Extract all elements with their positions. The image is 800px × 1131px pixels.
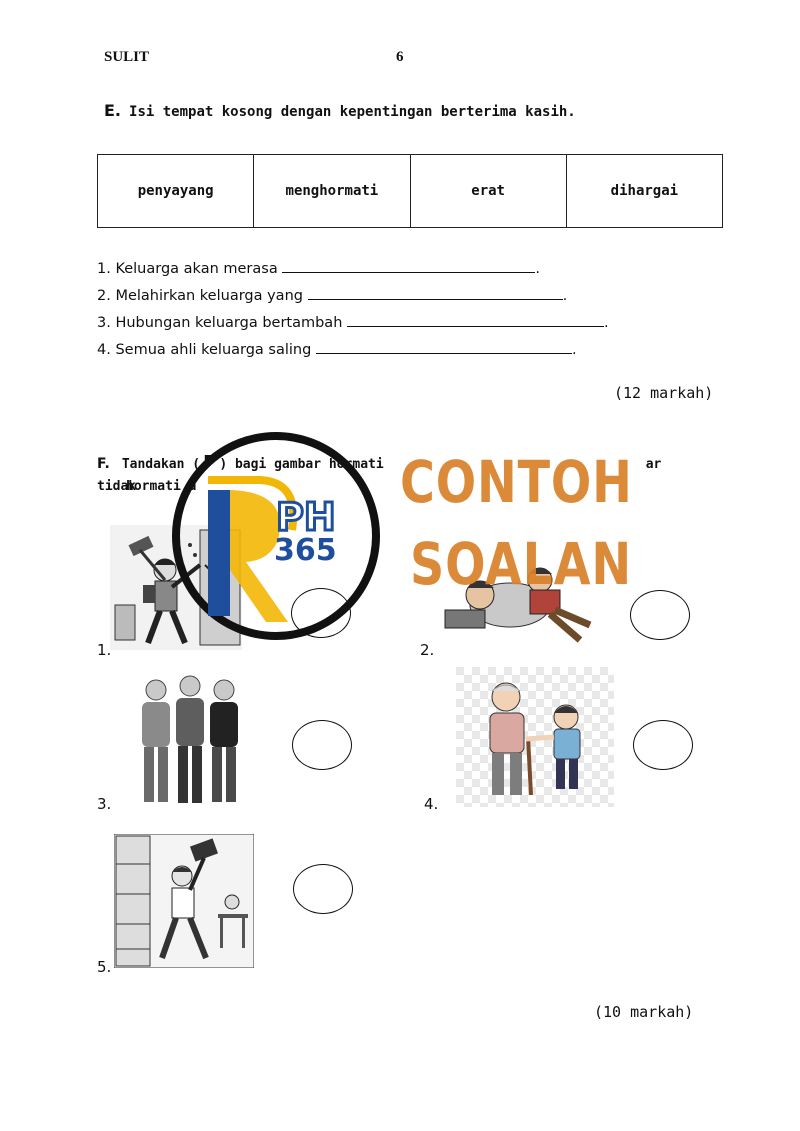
question-end: . <box>604 315 609 331</box>
answer-circle-2[interactable] <box>630 590 690 640</box>
answer-blank[interactable] <box>347 312 604 327</box>
answer-blank[interactable] <box>316 339 572 354</box>
word-bank-table <box>97 154 723 228</box>
section-e-heading <box>104 101 576 120</box>
section-f-letter: F. <box>97 456 110 472</box>
section-f-marks: (10 markah) <box>594 1003 694 1021</box>
picture-3 <box>128 672 256 808</box>
section-e-letter: E. <box>104 101 122 120</box>
item-number-3: 3. <box>97 795 112 813</box>
picture-5 <box>114 834 254 968</box>
section-e-marks: (12 markah) <box>614 384 714 402</box>
question-text: 2. Melahirkan keluarga yang <box>97 288 308 304</box>
boy-throwing-books-in-library <box>114 834 254 968</box>
question-text: 3. Hubungan keluarga bertambah <box>97 315 347 331</box>
question-end: . <box>571 342 577 358</box>
logo-text-365: 365 <box>274 533 337 568</box>
question-end: . <box>535 261 540 277</box>
word-bank-item: menghormati <box>254 155 410 228</box>
boy-helping-grandfather-with-cane <box>456 667 614 807</box>
section-f-instruction-a: Tandakan ( <box>121 457 201 472</box>
tick-symbol: P <box>203 452 217 473</box>
rph365-watermark-logo <box>170 430 382 642</box>
stamp-contoh: CONTOH <box>400 448 633 516</box>
question-line-4 <box>97 339 577 358</box>
page-number: 6 <box>396 49 404 65</box>
question-text: 4. Semua ahli keluarga saling <box>97 342 316 358</box>
rph365-logo-icon <box>170 430 382 642</box>
section-e-instruction: Isi tempat kosong dengan kepentingan berterima kasih. <box>129 104 576 120</box>
item-number-1: 1. <box>97 641 112 659</box>
stamp-soalan: SOALAN <box>410 530 633 598</box>
word-bank-item: dihargai <box>566 155 722 228</box>
word-bank-item: penyayang <box>98 155 254 228</box>
answer-circle-5[interactable] <box>293 864 353 914</box>
section-f-instruction-b: ) bagi gambar hormati <box>219 457 384 472</box>
answer-circle-4[interactable] <box>633 720 693 770</box>
answer-circle-3[interactable] <box>292 720 352 770</box>
item-number-2: 2. <box>420 641 435 659</box>
question-end: . <box>562 288 568 304</box>
question-line-1 <box>97 258 540 277</box>
three-men-standing-together <box>128 672 256 808</box>
answer-blank[interactable] <box>282 258 535 273</box>
question-text: 1. Keluarga akan merasa <box>97 261 283 277</box>
section-f-instruction-c: ar tidak <box>97 457 662 494</box>
item-number-5: 5. <box>97 958 112 976</box>
logo-text-ph: PH <box>276 495 336 539</box>
section-f-instruction-line2: hormati d <box>126 479 197 494</box>
header-sulit: SULIT <box>104 49 150 65</box>
question-line-3 <box>97 312 609 331</box>
question-line-2 <box>97 285 567 304</box>
word-bank-item: erat <box>410 155 566 228</box>
picture-4 <box>456 667 614 807</box>
answer-blank[interactable] <box>308 285 563 300</box>
item-number-4: 4. <box>424 795 439 813</box>
